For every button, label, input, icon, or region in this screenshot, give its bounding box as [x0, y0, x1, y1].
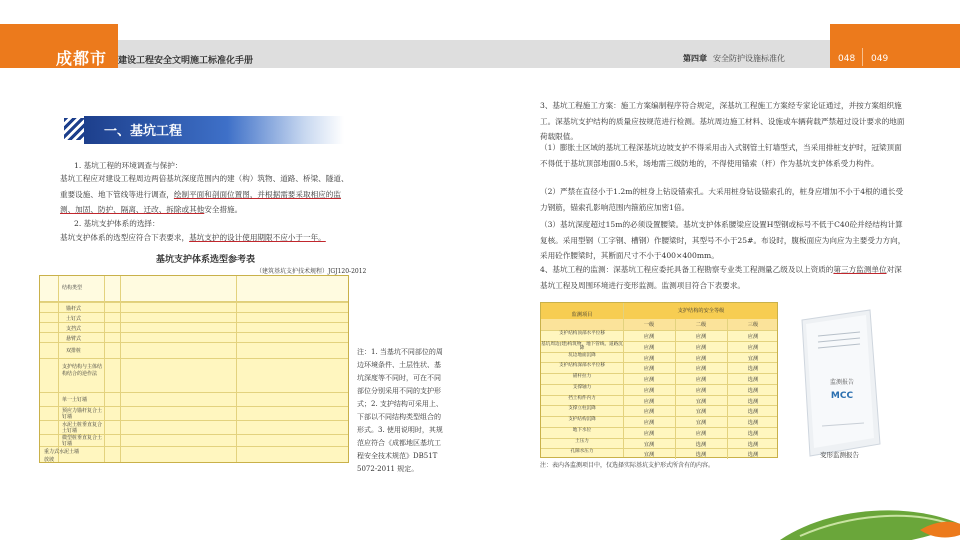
- spec-table-image: [39, 275, 349, 463]
- spec-row-divider: [40, 406, 348, 407]
- spec-label: 单一土钉墙: [62, 397, 88, 403]
- monitoring-note: 注：表内各监测项目中，仅选择实际基坑支护形式所含有的内容。: [540, 462, 715, 469]
- monitoring-value: 应测: [695, 377, 707, 383]
- right-paragraph-5: （2）严禁在直径小于1.2m的桩身上钻设锚索孔。大采用桩身钻设锚索孔的，桩身应增加不小于4根的通长受力钢筋，锚索孔影响范围内箍筋应加密1倍。: [540, 187, 904, 212]
- spec-label: 重力式水泥土墙: [44, 449, 80, 455]
- monitoring-value: 宜测: [643, 441, 655, 448]
- monitoring-value: 应测: [695, 387, 707, 394]
- monitoring-item: 支护结构深部水平位移: [559, 363, 605, 369]
- right-paragraph-3: 3、基坑工程施工方案：施工方案编制程序符合规定，深基坑工程施工方案经专家论证通过，并按方案组织施工。深基坑支护结构的质量应按规范进行检测。基坑周边施工材料、设施或车辆荷载严禁超过设计要求的地面荷载限值。: [540, 101, 905, 141]
- chapter-label: 第四章: [683, 54, 707, 63]
- right-paragraph-4: （1）膨胀土区域的基坑工程深基坑边坡支护不得采用击入式钢管土钉墙型式，当采用排桩支护时，冠梁顶面不得低于基坑顶部地面0.5米，场地需三级防地的，不得使用锚索（杆）作为基坑支护体系受力构件。: [540, 143, 902, 168]
- monitoring-value: 选测: [695, 452, 707, 459]
- page-number-right: 049: [871, 54, 889, 64]
- monitoring-header-grade: 支护结构的安全等级: [677, 308, 725, 314]
- spec-row-divider: [40, 420, 348, 421]
- spec-table-source: （建筑基坑支护技术规程）JGJ120-2012: [256, 268, 367, 275]
- monitoring-value: 应测: [695, 430, 707, 437]
- monitoring-value: 选测: [747, 366, 759, 373]
- left-paragraph-4a: 基坑支护体系的选型应符合下表要求，: [60, 233, 190, 242]
- spec-row-divider: [40, 302, 348, 303]
- section-title: 一、基坑工程: [104, 124, 183, 139]
- right-paragraph-7: [540, 262, 908, 293]
- spec-label: 双排桩: [66, 348, 82, 354]
- monitoring-value: 应测: [643, 366, 655, 373]
- monitoring-value: 应测: [695, 334, 707, 340]
- section-stripe-icon: [64, 118, 86, 140]
- monitoring-value: 选测: [747, 420, 759, 426]
- left-paragraph-4: [60, 230, 350, 246]
- brand-logo: 成都市: [56, 49, 108, 68]
- monitoring-item: 锚杆拉力: [572, 374, 592, 379]
- monitoring-table: [540, 302, 778, 458]
- right-paragraph-7b: 第三方监测单位: [833, 265, 887, 274]
- monitoring-value: 选测: [747, 430, 759, 437]
- monitoring-item: 支护结构沉降: [568, 417, 596, 422]
- spec-row-divider: [40, 358, 348, 359]
- report-caption: 变形监测报告: [820, 451, 859, 459]
- chapter-title: 安全防护设施标准化: [713, 54, 785, 63]
- monitoring-value: 应测: [695, 344, 707, 351]
- monitoring-item: 坑边地面沉降: [568, 352, 596, 358]
- left-paragraph-2c: 安全措施。: [204, 205, 243, 214]
- monitoring-value: 应测: [747, 334, 759, 340]
- monitoring-report-image: [790, 306, 884, 458]
- spec-row-divider: [40, 392, 348, 393]
- page-number-divider: [862, 48, 863, 66]
- monitoring-grade: 一级: [643, 322, 655, 328]
- spec-label: 支护结构与主体结构结合的逆作法: [62, 364, 103, 377]
- spec-table-header: [40, 276, 348, 302]
- monitoring-value: 应测: [643, 387, 655, 394]
- leaf-decoration-icon: [770, 500, 960, 540]
- monitoring-value: 选测: [747, 441, 759, 448]
- monitoring-value: 应测: [747, 344, 759, 351]
- manual-title: 建设工程安全文明施工标准化手册: [118, 56, 254, 66]
- monitoring-value: 应测: [643, 409, 655, 416]
- spec-row-divider: [40, 342, 348, 343]
- page-number-left: 048: [838, 54, 856, 64]
- left-paragraph-2: [60, 171, 350, 218]
- monitoring-value: 应测: [643, 420, 655, 426]
- left-paragraph-1: 1. 基坑工程的环境调查与保护：: [74, 161, 183, 170]
- monitoring-value: 应测: [643, 398, 655, 405]
- right-paragraph-6: （3）基坑深度超过15m的必须设置腰梁。基坑支护体系腰梁应设置H型钢或标号不低于C40砼并经结构计算复核。采用型钢（工字钢、槽钢）作腰梁时，其型号不小于25#。布设时，腹板面应为向应为主要受力方向，采用砼作腰梁时，其断面尺寸不小于400×400mm。: [540, 220, 906, 260]
- right-paragraph-7c: 对深基坑工程及周围环境进行变形监测。监测项目符合下表要求。: [540, 265, 902, 290]
- spec-row-divider: [40, 312, 348, 313]
- monitoring-value: 应测: [643, 377, 655, 383]
- spec-label: 预应力锚杆复合土钉墙: [62, 408, 103, 420]
- spec-label: 水泥土桩垂直复合土钉墙: [62, 422, 103, 434]
- monitoring-value: 选测: [747, 452, 759, 459]
- spec-table-title: 基坑支护体系选型参考表: [156, 255, 256, 265]
- monitoring-grade: 三级: [747, 322, 759, 328]
- monitoring-header-item: 监测项目: [571, 312, 593, 318]
- monitoring-value: 选测: [747, 398, 759, 405]
- monitoring-value: 宜测: [695, 398, 707, 405]
- report-logo: MCC: [830, 391, 854, 401]
- left-paragraph-4b: 基坑支护的设计使用期限不应小于一年。: [189, 233, 326, 242]
- monitoring-item: 基坑周边(建)构筑物、地下管线、道路沉降: [541, 341, 623, 351]
- monitoring-value: 选测: [747, 377, 759, 383]
- monitoring-item: 挡土构件内力: [568, 395, 596, 401]
- monitoring-value: 应测: [643, 430, 655, 437]
- monitoring-value: 选测: [695, 441, 707, 448]
- monitoring-value: 应测: [695, 355, 707, 362]
- monitoring-value: 选测: [747, 387, 759, 394]
- monitoring-value: 宜测: [695, 420, 707, 426]
- monitoring-value: 应测: [695, 366, 707, 373]
- spec-label: 土钉式: [66, 316, 82, 322]
- spec-label: 悬臂式: [66, 336, 82, 342]
- monitoring-value: 应测: [643, 334, 655, 340]
- spec-label: 微型桩垂直复合土钉墙: [62, 435, 103, 447]
- monitoring-value: 选测: [747, 409, 759, 416]
- monitoring-item: 土压力: [575, 438, 589, 444]
- monitoring-item: 支护结构顶部水平位移: [559, 331, 605, 336]
- monitoring-value: 宜测: [747, 355, 759, 362]
- spec-row-divider: [40, 332, 348, 333]
- monitoring-value: 宜测: [695, 409, 707, 416]
- report-cover-title: 监测报告: [829, 379, 855, 386]
- spec-label: 支挡式: [66, 326, 82, 332]
- spec-label: 结构类型: [62, 285, 83, 291]
- left-paragraph-2b: 绘制平面和剖面位置图，并根据需要采取相应的监测、加固、防护、隔离、迁改、拆除或其他: [60, 189, 341, 214]
- monitoring-grade: 二级: [695, 322, 707, 328]
- right-paragraph-7a: 4、基坑工程的监测：深基坑工程应委托具备工程勘察专业类工程测量乙级及以上资质的: [540, 265, 834, 274]
- monitoring-item: 支撑立柱沉降: [568, 406, 596, 412]
- left-paragraph-3: 2. 基坑支护体系的选择：: [74, 219, 160, 228]
- monitoring-value: 应测: [643, 355, 655, 362]
- spec-label: 放坡: [44, 457, 55, 463]
- monitoring-item: 孔隙水压力: [570, 449, 594, 455]
- monitoring-item: 地下水位: [572, 427, 592, 433]
- monitoring-value: 宜测: [643, 452, 655, 459]
- spec-label: 锚杆式: [66, 306, 82, 312]
- header-top: [0, 0, 960, 40]
- monitoring-value: 应测: [643, 344, 655, 351]
- monitoring-item: 支撑轴力: [572, 384, 592, 390]
- spec-table-note: 注：1. 当基坑不同部位的周边环境条件、土层性状、基坑深度等不同时，可在不同部位分别采用不同的支护形式；2. 支护结构可采用上、下部以不同结构类型组合的形式。3. 使用说明时，其规范应符合《成都地区基坑工程安全技术规范》DB51T 5072-2011 规定。: [357, 348, 443, 473]
- left-paragraph-2a: 基坑工程应对建设工程周边两倍基坑深度范围内的建（构）筑物、道路、桥梁、隧道、重要设施、地下管线等进行调查，: [60, 174, 349, 199]
- spec-row-divider: [40, 322, 348, 323]
